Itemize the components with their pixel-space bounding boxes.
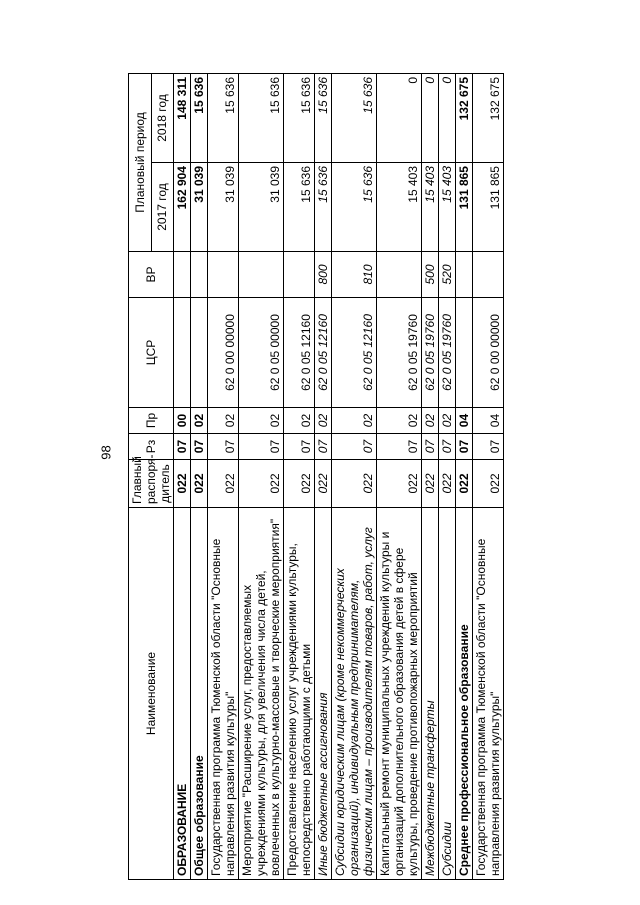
table-row bbox=[456, 73, 473, 879]
cell-y2018: 15 636 bbox=[208, 73, 239, 162]
cell-y2018: 15 636 bbox=[332, 73, 377, 162]
cell-rz: 07 bbox=[191, 434, 208, 460]
cell-y2018: 0 bbox=[439, 73, 456, 162]
cell-csr: 62 0 05 19760 bbox=[377, 298, 422, 408]
cell-pr: 02 bbox=[377, 408, 422, 434]
header-row bbox=[129, 73, 152, 879]
cell-rz: 07 bbox=[473, 434, 504, 460]
cell-name: Субсидии юридическим лицам (кроме некоммерческих организаций), индивидуальным предпринимателям, физическим лицам – производителям товаров, работ, услуг bbox=[332, 508, 377, 880]
header-rz: Рз bbox=[129, 434, 174, 460]
header-vr: ВР bbox=[129, 252, 174, 298]
cell-rz: 07 bbox=[439, 434, 456, 460]
table-row bbox=[377, 73, 422, 879]
cell-rz: 07 bbox=[315, 434, 332, 460]
cell-y2018: 15 636 bbox=[191, 73, 208, 162]
cell-rz: 07 bbox=[239, 434, 284, 460]
cell-pr: 02 bbox=[315, 408, 332, 434]
header-gr: Главный распоря-дитель bbox=[129, 460, 174, 508]
cell-csr: 62 0 05 19760 bbox=[439, 298, 456, 408]
cell-vr bbox=[208, 252, 239, 298]
cell-y2018: 15 636 bbox=[315, 73, 332, 162]
page-number: 98 bbox=[98, 445, 114, 460]
cell-vr: 810 bbox=[332, 252, 377, 298]
budget-table bbox=[128, 73, 504, 880]
cell-pr: 04 bbox=[473, 408, 504, 434]
cell-gr: 022 bbox=[191, 460, 208, 508]
cell-rz: 07 bbox=[208, 434, 239, 460]
cell-name: Капитальный ремонт муниципальных учреждений культуры и организаций дополнительного образования детей в сфере культуры, проведение противопожарных мероприятий bbox=[377, 508, 422, 880]
table-row bbox=[191, 73, 208, 879]
cell-name: Общее образование bbox=[191, 508, 208, 880]
cell-csr: 62 0 05 00000 bbox=[239, 298, 284, 408]
cell-csr: 62 0 05 12160 bbox=[332, 298, 377, 408]
table-row bbox=[439, 73, 456, 879]
cell-y2017: 162 904 bbox=[174, 163, 191, 252]
cell-y2018: 15 636 bbox=[239, 73, 284, 162]
table-row bbox=[473, 73, 504, 879]
cell-pr: 02 bbox=[284, 408, 315, 434]
cell-name: Мероприятие "Расширение услуг, предоставляемых учреждениями культуры, для увеличения числа детей, вовлеченных в культурно-массовые и творческие мероприятия" bbox=[239, 508, 284, 880]
cell-gr: 022 bbox=[174, 460, 191, 508]
cell-y2017: 15 636 bbox=[284, 163, 315, 252]
cell-y2017: 15 403 bbox=[439, 163, 456, 252]
cell-y2018: 148 311 bbox=[174, 73, 191, 162]
cell-rz: 07 bbox=[284, 434, 315, 460]
cell-csr bbox=[174, 298, 191, 408]
cell-rz: 07 bbox=[377, 434, 422, 460]
header-2017: 2017 год bbox=[151, 163, 174, 252]
cell-pr: 02 bbox=[208, 408, 239, 434]
cell-y2017: 15 636 bbox=[315, 163, 332, 252]
table-row bbox=[315, 73, 332, 879]
cell-name: Среднее профессиональное образование bbox=[456, 508, 473, 880]
cell-name: Субсидии bbox=[439, 508, 456, 880]
cell-csr: 62 0 05 19760 bbox=[422, 298, 439, 408]
cell-name: Государственная программа Тюменской области "Основные направления развития культуры" bbox=[208, 508, 239, 880]
table-row bbox=[422, 73, 439, 879]
cell-y2017: 31 039 bbox=[191, 163, 208, 252]
cell-pr: 02 bbox=[439, 408, 456, 434]
cell-name: Межбюджетные трансферты bbox=[422, 508, 439, 880]
cell-csr: 62 0 05 12160 bbox=[315, 298, 332, 408]
cell-name: Предоставление населению услуг учреждениями культуры, непосредственно работающими с детьми bbox=[284, 508, 315, 880]
cell-rz: 07 bbox=[422, 434, 439, 460]
cell-y2018: 0 bbox=[422, 73, 439, 162]
cell-gr: 022 bbox=[284, 460, 315, 508]
cell-vr bbox=[239, 252, 284, 298]
cell-gr: 022 bbox=[208, 460, 239, 508]
header-2018: 2018 год bbox=[151, 73, 174, 162]
cell-vr bbox=[174, 252, 191, 298]
cell-pr: 00 bbox=[174, 408, 191, 434]
cell-vr bbox=[456, 252, 473, 298]
cell-y2017: 15 403 bbox=[377, 163, 422, 252]
cell-vr bbox=[377, 252, 422, 298]
cell-csr: 62 0 00 00000 bbox=[473, 298, 504, 408]
cell-rz: 07 bbox=[456, 434, 473, 460]
budget-table-rotated bbox=[128, 74, 542, 880]
cell-y2018: 15 636 bbox=[284, 73, 315, 162]
cell-gr: 022 bbox=[315, 460, 332, 508]
header-pr: Пр bbox=[129, 408, 174, 434]
cell-rz: 07 bbox=[174, 434, 191, 460]
cell-gr: 022 bbox=[332, 460, 377, 508]
cell-gr: 022 bbox=[422, 460, 439, 508]
cell-name: Иные бюджетные ассигнования bbox=[315, 508, 332, 880]
cell-gr: 022 bbox=[473, 460, 504, 508]
header-name: Наименование bbox=[129, 508, 174, 880]
cell-vr bbox=[473, 252, 504, 298]
cell-pr: 02 bbox=[239, 408, 284, 434]
table-row bbox=[174, 73, 191, 879]
table-row bbox=[284, 73, 315, 879]
cell-gr: 022 bbox=[439, 460, 456, 508]
cell-vr bbox=[284, 252, 315, 298]
cell-csr: 62 0 05 12160 bbox=[284, 298, 315, 408]
cell-y2017: 15 403 bbox=[422, 163, 439, 252]
cell-vr: 500 bbox=[422, 252, 439, 298]
cell-pr: 02 bbox=[332, 408, 377, 434]
header-period: Плановый период bbox=[129, 73, 152, 251]
cell-y2017: 31 039 bbox=[208, 163, 239, 252]
cell-name: ОБРАЗОВАНИЕ bbox=[174, 508, 191, 880]
table-row bbox=[208, 73, 239, 879]
cell-y2017: 15 636 bbox=[332, 163, 377, 252]
cell-gr: 022 bbox=[377, 460, 422, 508]
cell-csr bbox=[191, 298, 208, 408]
cell-y2018: 132 675 bbox=[456, 73, 473, 162]
cell-csr bbox=[456, 298, 473, 408]
header-csr: ЦСР bbox=[129, 298, 174, 408]
cell-rz: 07 bbox=[332, 434, 377, 460]
table-row bbox=[239, 73, 284, 879]
cell-gr: 022 bbox=[239, 460, 284, 508]
cell-y2018: 132 675 bbox=[473, 73, 504, 162]
cell-y2017: 131 865 bbox=[473, 163, 504, 252]
cell-name: Государственная программа Тюменской области "Основные направления развития культуры" bbox=[473, 508, 504, 880]
cell-pr: 02 bbox=[422, 408, 439, 434]
cell-pr: 02 bbox=[191, 408, 208, 434]
cell-pr: 04 bbox=[456, 408, 473, 434]
cell-csr: 62 0 00 00000 bbox=[208, 298, 239, 408]
cell-y2017: 31 039 bbox=[239, 163, 284, 252]
cell-y2017: 131 865 bbox=[456, 163, 473, 252]
table-row bbox=[332, 73, 377, 879]
cell-vr: 800 bbox=[315, 252, 332, 298]
table-body bbox=[174, 73, 504, 879]
cell-gr: 022 bbox=[456, 460, 473, 508]
cell-vr: 520 bbox=[439, 252, 456, 298]
cell-vr bbox=[191, 252, 208, 298]
cell-y2018: 0 bbox=[377, 73, 422, 162]
